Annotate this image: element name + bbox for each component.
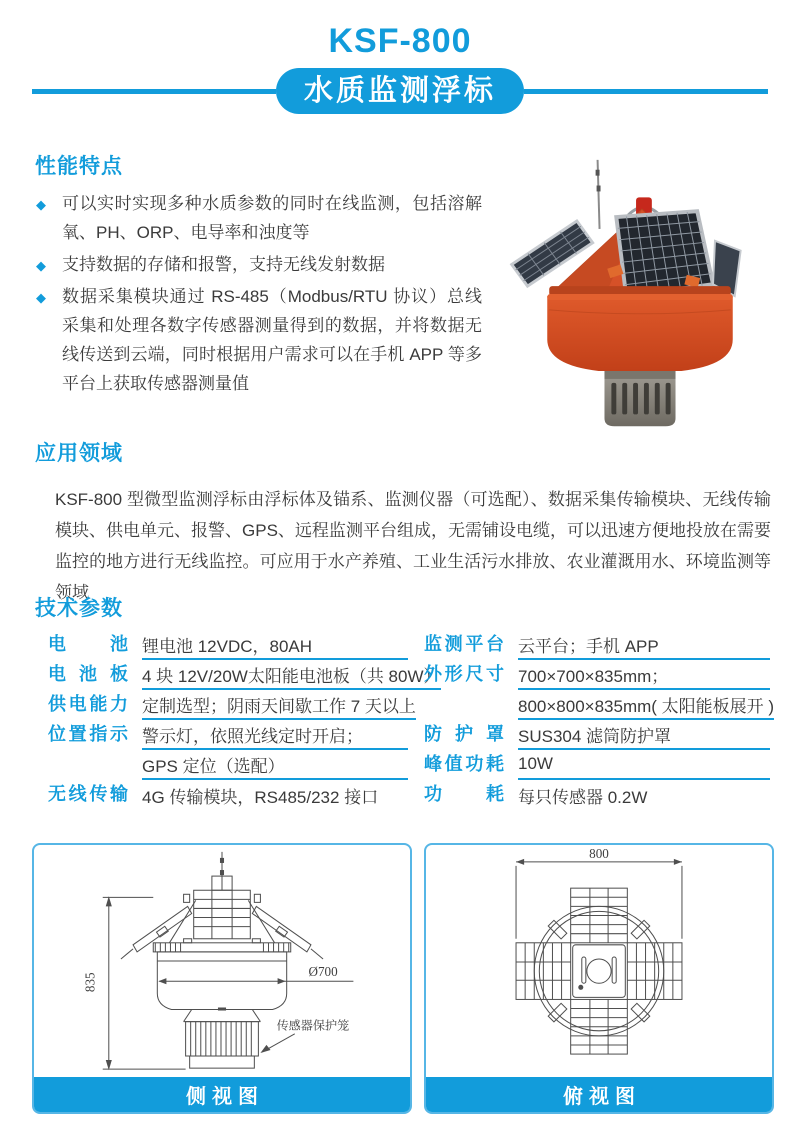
- specs-heading: 技术参数: [35, 597, 123, 620]
- spec-label: 防护罩: [424, 724, 504, 744]
- cage-annotation: [260, 1018, 349, 1053]
- feature-text: 数据采集模块通过 RS-485（Modbus/RTU 协议）总线采集和处理各数字传感器测量得到的数据，并将数据无线传送到云端，同时根据用户需求可以在手机 APP 等多平台上获取传感器测量值: [62, 287, 482, 393]
- spec-value: GPS 定位（选配）: [142, 750, 408, 780]
- spec-row: [424, 720, 770, 750]
- spec-row: [48, 720, 408, 750]
- solar-panel-grid-right: [627, 943, 682, 1000]
- spec-value: 锂电池 12VDC，80AH: [142, 630, 408, 660]
- spec-row: [48, 750, 408, 780]
- diamond-icon: ◆: [36, 258, 46, 273]
- spec-label: 电池: [48, 634, 128, 654]
- spec-label: 外形尺寸: [424, 664, 504, 684]
- spec-value: 800×800×835mm( 太阳能板展开 ): [518, 690, 774, 720]
- buoy-body: [547, 294, 732, 371]
- features-heading: 性能特点: [35, 155, 123, 178]
- dimension-diameter-700: [158, 964, 353, 984]
- spec-value: 4G 传输模块，RS485/232 接口: [142, 787, 379, 807]
- svg-text:800: 800: [589, 845, 609, 861]
- spec-label: [48, 750, 128, 780]
- spec-row: [424, 690, 775, 720]
- spec-value: 10W: [518, 750, 770, 780]
- feature-item: [35, 282, 482, 398]
- spec-row: [48, 690, 416, 720]
- spec-label: [424, 690, 504, 720]
- spec-value: SUS304 滤筒防护罩: [518, 720, 770, 750]
- side-view-caption: 侧视图: [34, 1077, 410, 1112]
- top-view-caption: 俯视图: [426, 1077, 772, 1112]
- solar-panel-grid-top: [571, 888, 628, 943]
- spec-row: [48, 660, 441, 690]
- spec-value: 700×700×835mm；: [518, 660, 770, 690]
- spec-value: 警示灯，依照光线定时开启；: [142, 720, 408, 750]
- features-list: [35, 189, 482, 401]
- center-hatch: [573, 945, 626, 998]
- spec-label: 无线传输: [48, 784, 128, 804]
- spec-label: 功耗: [424, 784, 504, 804]
- dimension-835: [83, 896, 186, 1070]
- solar-panel-grid-bottom: [571, 999, 628, 1054]
- sensor-cage: [604, 371, 675, 426]
- solar-panel-grid-left: [516, 943, 571, 1000]
- applications-heading: 应用领域: [35, 442, 123, 465]
- spec-value: 定制选型；阴雨天间歇工作 7 天以上: [142, 690, 416, 720]
- spec-row: [424, 750, 770, 780]
- spec-value: 云平台；手机 APP: [518, 630, 770, 660]
- spec-label: 电池板: [48, 664, 128, 684]
- spec-label: 位置指示: [48, 724, 128, 744]
- spec-label: 峰值功耗: [424, 754, 504, 774]
- page-title: KSF-800: [328, 22, 472, 60]
- spec-row: [424, 780, 770, 810]
- spec-table-right: [424, 630, 775, 810]
- spec-value: 每只传感器 0.2W: [518, 787, 648, 807]
- spec-row: [424, 660, 770, 690]
- feature-item: [35, 189, 482, 247]
- subtitle-pill: 水质监测浮标: [276, 68, 524, 114]
- spec-label: 监测平台: [424, 634, 504, 654]
- side-view-panel: [32, 843, 412, 1114]
- spec-label: 供电能力: [48, 694, 128, 714]
- spec-row: [424, 630, 770, 660]
- diamond-icon: ◆: [36, 290, 46, 305]
- spec-row: [48, 630, 408, 660]
- side-view-drawing: [34, 845, 410, 1077]
- buoy-top-outline: [534, 906, 663, 1035]
- spec-value: 4 块 12V/20W太阳能电池板（共 80W）: [142, 660, 441, 690]
- svg-text:835: 835: [82, 972, 98, 993]
- banner-rule-left: [32, 89, 276, 94]
- feature-text: 可以实时实现多种水质参数的同时在线监测，包括溶解氧、PH、ORP、电导率和浊度等: [62, 194, 482, 242]
- product-photo: [492, 150, 788, 432]
- top-view-drawing: [426, 845, 772, 1077]
- feature-text: 支持数据的存储和报警，支持无线发射数据: [62, 255, 385, 274]
- diamond-icon: ◆: [36, 197, 46, 212]
- banner-rule-right: [524, 89, 768, 94]
- svg-text:传感器保护笼: 传感器保护笼: [276, 1018, 350, 1033]
- svg-text:Ø700: Ø700: [308, 964, 338, 980]
- applications-paragraph: KSF-800 型微型监测浮标由浮标体及锚系、监测仪器（可选配）、数据采集传输模块、无线传输模块、供电单元、报警、GPS、远程监测平台组成，无需铺设电缆，可以迅速方便地投放在需要监控的地方进行无线监控。可应用于水产养殖、工业生活污水排放、农业灌溉用水、环境监测等领域: [55, 490, 771, 602]
- top-view-panel: [424, 843, 774, 1114]
- buoy-outline: [121, 852, 323, 1068]
- subtitle-banner: [32, 68, 768, 114]
- spec-row: [48, 780, 408, 810]
- spec-table-left: [48, 630, 441, 810]
- feature-item: [35, 250, 482, 279]
- antenna: [596, 160, 601, 229]
